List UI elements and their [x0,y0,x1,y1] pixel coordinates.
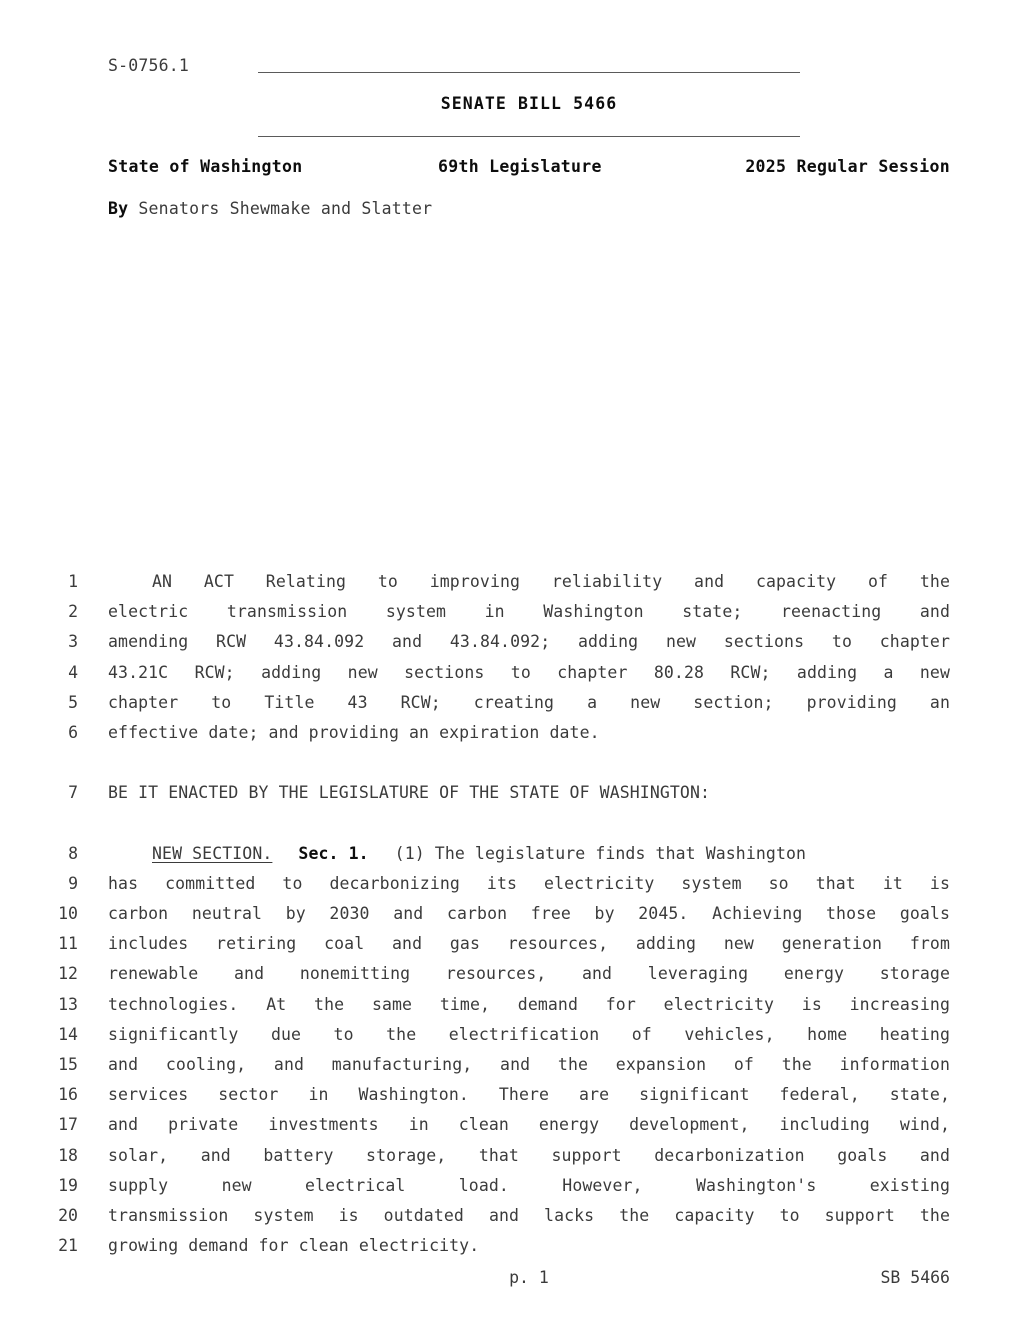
line-number: 19 [58,1175,78,1195]
line-text: amending RCW 43.84.092 and 43.84.092; adding new sections to chapter [108,632,950,652]
line-number: 11 [58,934,78,954]
line-number: 8 [68,843,78,863]
new-section-marker: NEW SECTION. [152,843,273,863]
sponsors-line [108,199,432,218]
bill-line [0,658,1024,688]
line-text: solar, and battery storage, that support decarbonization goals and [108,1145,950,1165]
line-number: 20 [58,1205,78,1225]
bill-line [0,1171,1024,1201]
line-text: carbon neutral by 2030 and carbon free by 2045. Achieving those goals [108,904,950,924]
line-number: 16 [58,1085,78,1105]
bill-line [0,1141,1024,1171]
line-text: significantly due to the electrification of vehicles, home heating [108,1024,950,1044]
bill-title: SENATE BILL 5466 [440,94,618,113]
bill-line [0,1050,1024,1080]
section-number: Sec. 1. [298,843,369,863]
draft-code: S-0756.1 [108,56,190,75]
line-text: and private investments in clean energy development, including wind, [108,1115,950,1135]
header-rule-top [258,72,800,73]
section-text: (1) The legislature finds that Washington [394,843,807,863]
line-text: transmission system is outdated and lacks the capacity to support the [108,1205,950,1225]
bill-line [0,1080,1024,1110]
bill-line [0,959,1024,989]
bill-header [108,52,950,218]
sponsor-names: Senators Shewmake and Slatter [128,199,433,218]
line-number: 3 [68,632,78,652]
line-number: 7 [68,783,78,803]
bill-line [0,839,1024,869]
line-text: supply new electrical load. However, Washington's existing [108,1175,950,1195]
session-row [108,157,950,181]
line-number: 5 [68,692,78,712]
line-number: 1 [68,572,78,591]
sponsor-prefix: By [108,199,129,218]
bill-reference: SB 5466 [880,1268,950,1287]
line-number: 12 [58,964,78,984]
line-number: 18 [58,1145,78,1165]
bill-line [0,1201,1024,1231]
bill-line [0,567,1024,597]
line-text: 43.21C RCW; adding new sections to chapter 80.28 RCW; adding a new [108,662,950,682]
bill-body [0,567,1024,1261]
line-text: growing demand for clean electricity. [108,1236,480,1256]
line-number: 6 [68,722,78,742]
bill-footer [0,1268,1024,1294]
line-text: services sector in Washington. There are significant federal, state, [108,1085,950,1105]
line-number: 15 [58,1055,78,1074]
line-text: renewable and nonemitting resources, and leveraging energy storage [108,964,950,984]
line-number: 2 [68,602,78,622]
bill-line [0,1231,1024,1261]
bill-line [0,688,1024,718]
line-text: includes retiring coal and gas resources, adding new generation from [108,934,950,954]
line-text: technologies. At the same time, demand for electricity is increasing [108,994,950,1014]
bill-line [0,899,1024,929]
line-text: AN ACT Relating to improving reliability and capacity of the [152,572,950,591]
line-number: 9 [68,873,78,893]
state-label: State of Washington [108,157,303,176]
legislature-label: 69th Legislature [438,157,602,176]
line-number: 4 [68,662,78,682]
draft-row [108,52,950,86]
section-heading-line [108,839,950,869]
line-text: has committed to decarbonizing its electricity system so that it is [108,873,950,893]
bill-line [0,778,1024,808]
line-text: and cooling, and manufacturing, and the expansion of the information [108,1055,950,1074]
line-text: effective date; and providing an expiration date. [108,722,600,742]
header-rule-bottom [258,136,800,137]
line-number: 13 [58,994,78,1014]
bill-line [0,869,1024,899]
line-text: chapter to Title 43 RCW; creating a new section; providing an [108,692,950,712]
enacting-clause: BE IT ENACTED BY THE LEGISLATURE OF THE STATE OF WASHINGTON: [108,783,711,803]
line-number: 21 [58,1236,78,1256]
bill-line [0,597,1024,627]
line-number: 14 [58,1024,78,1044]
bill-line [0,990,1024,1020]
bill-line [0,1110,1024,1140]
line-text: electric transmission system in Washington state; reenacting and [108,602,950,622]
line-number: 10 [58,904,78,924]
bill-line [0,929,1024,959]
bill-line [0,718,1024,748]
session-label: 2025 Regular Session [745,157,950,176]
bill-line [0,627,1024,657]
page-number: p. 1 [509,1268,549,1287]
line-number: 17 [58,1115,78,1135]
bill-line [0,1020,1024,1050]
